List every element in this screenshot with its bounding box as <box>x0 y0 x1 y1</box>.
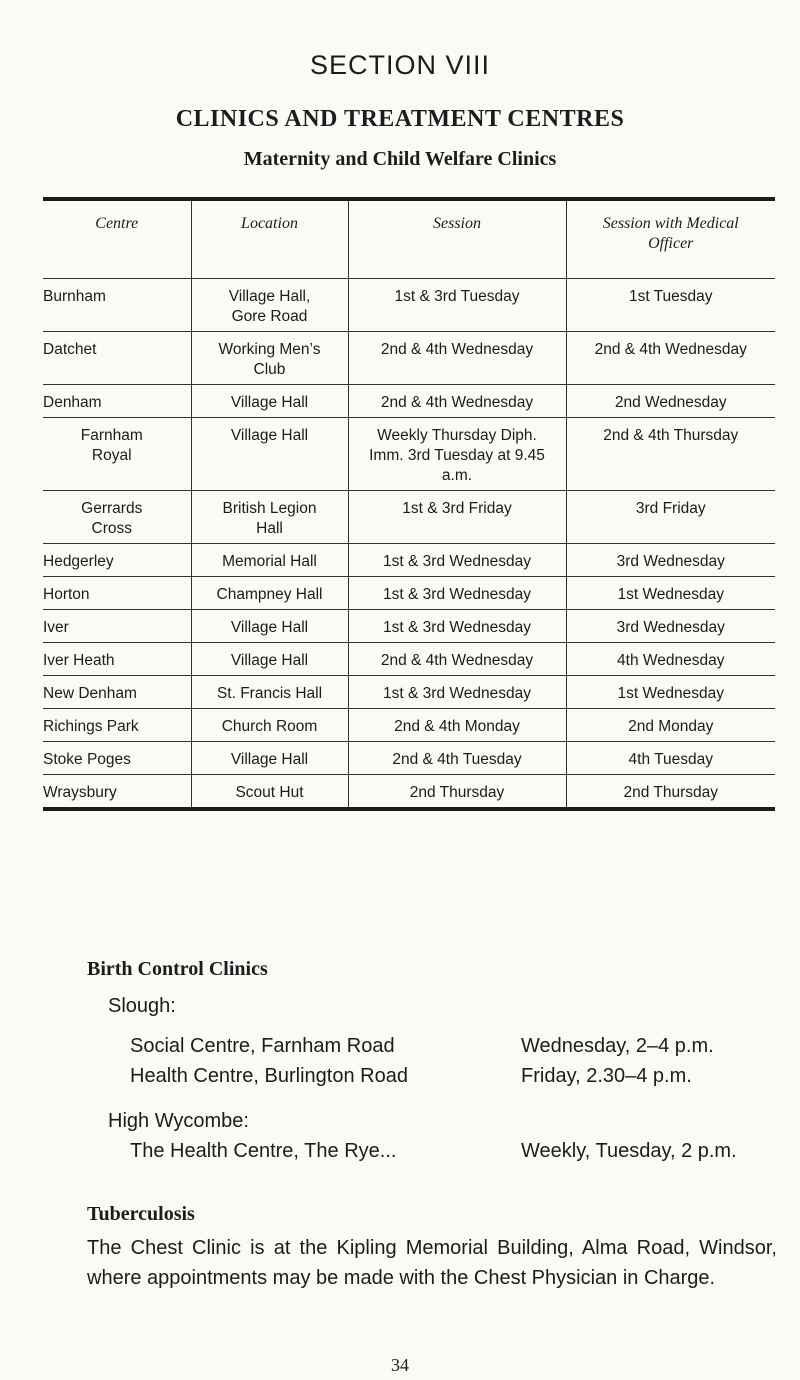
cell-medical-officer-session: 2nd Monday <box>566 709 775 742</box>
slough-clinic-1-time: Wednesday, 2–4 p.m. <box>521 1035 714 1057</box>
cell-medical-officer-session: 1st Wednesday <box>566 676 775 709</box>
table-row <box>43 332 775 385</box>
cell-location: St. Francis Hall <box>191 676 348 709</box>
cell-session: 1st & 3rd Friday <box>348 491 566 544</box>
table-row <box>43 418 775 491</box>
cell-location: Village Hall <box>191 385 348 418</box>
cell-centre: Horton <box>43 577 191 610</box>
cell-medical-officer-session: 2nd & 4th Wednesday <box>566 332 775 385</box>
table-row <box>43 610 775 643</box>
tuberculosis-heading: Tuberculosis <box>87 1203 195 1225</box>
table-row <box>43 643 775 676</box>
cell-medical-officer-session: 2nd Thursday <box>566 775 775 810</box>
table-heading: Maternity and Child Welfare Clinics <box>243 148 557 170</box>
cell-centre: Burnham <box>43 279 191 332</box>
column-header-location: Location <box>191 199 348 279</box>
cell-location: Village Hall <box>191 742 348 775</box>
table-row <box>43 676 775 709</box>
section-title: SECTION VIII <box>309 50 491 80</box>
column-header-medical-label: Session with Medical Officer <box>602 215 739 252</box>
cell-session: Weekly Thursday Diph. Imm. 3rd Tuesday at 9.45 a.m. <box>348 418 566 491</box>
table-row <box>43 491 775 544</box>
cell-medical-officer-session: 1st Wednesday <box>566 577 775 610</box>
table-row <box>43 577 775 610</box>
page-heading: CLINICS AND TREATMENT CENTRES <box>175 106 625 132</box>
cell-session: 2nd & 4th Wednesday <box>348 332 566 385</box>
cell-centre: Stoke Poges <box>43 742 191 775</box>
tuberculosis-text: The Chest Clinic is at the Kipling Memorial Building, Alma Road, Windsor, where appointments may be made with the Chest Physician in Charge. <box>87 1237 777 1289</box>
cell-location: British Legion Hall <box>191 491 348 544</box>
cell-session: 2nd Thursday <box>348 775 566 810</box>
cell-medical-officer-session: 4th Wednesday <box>566 643 775 676</box>
cell-centre: Gerrards Cross <box>43 491 191 544</box>
cell-centre: Farnham Royal <box>43 418 191 491</box>
high-wycombe-clinic-place: The Health Centre, The Rye... <box>130 1140 397 1162</box>
slough-clinic-2-place: Health Centre, Burlington Road <box>130 1065 408 1087</box>
cell-session: 1st & 3rd Tuesday <box>348 279 566 332</box>
page-number: 34 <box>391 1355 409 1375</box>
cell-session: 1st & 3rd Wednesday <box>348 577 566 610</box>
cell-session: 1st & 3rd Wednesday <box>348 544 566 577</box>
cell-centre: Hedgerley <box>43 544 191 577</box>
column-header-session: Session <box>348 199 566 279</box>
cell-centre: Wraysbury <box>43 775 191 810</box>
cell-medical-officer-session: 1st Tuesday <box>566 279 775 332</box>
cell-medical-officer-session: 2nd Wednesday <box>566 385 775 418</box>
cell-centre: Iver <box>43 610 191 643</box>
table-body <box>43 279 775 810</box>
cell-location: Village Hall, Gore Road <box>191 279 348 332</box>
cell-location: Village Hall <box>191 418 348 491</box>
high-wycombe-label: High Wycombe: <box>108 1110 249 1132</box>
cell-medical-officer-session: 3rd Wednesday <box>566 610 775 643</box>
cell-session: 2nd & 4th Tuesday <box>348 742 566 775</box>
cell-location: Village Hall <box>191 610 348 643</box>
clinics-table <box>43 197 775 811</box>
slough-clinic-2-time: Friday, 2.30–4 p.m. <box>521 1065 692 1087</box>
birth-control-heading: Birth Control Clinics <box>87 958 268 980</box>
table-row <box>43 279 775 332</box>
cell-centre: Denham <box>43 385 191 418</box>
cell-session: 2nd & 4th Wednesday <box>348 643 566 676</box>
cell-session: 1st & 3rd Wednesday <box>348 610 566 643</box>
cell-location: Village Hall <box>191 643 348 676</box>
table-row <box>43 544 775 577</box>
cell-medical-officer-session: 4th Tuesday <box>566 742 775 775</box>
table-row <box>43 775 775 810</box>
high-wycombe-clinic-time: Weekly, Tuesday, 2 p.m. <box>521 1140 737 1162</box>
table-row <box>43 742 775 775</box>
cell-location: Memorial Hall <box>191 544 348 577</box>
slough-label: Slough: <box>108 995 176 1017</box>
table-row <box>43 709 775 742</box>
cell-centre: Iver Heath <box>43 643 191 676</box>
cell-medical-officer-session: 3rd Friday <box>566 491 775 544</box>
cell-medical-officer-session: 2nd & 4th Thursday <box>566 418 775 491</box>
column-header-medical <box>566 199 775 279</box>
cell-session: 2nd & 4th Monday <box>348 709 566 742</box>
cell-location: Church Room <box>191 709 348 742</box>
cell-centre: Richings Park <box>43 709 191 742</box>
cell-location: Working Men’s Club <box>191 332 348 385</box>
cell-medical-officer-session: 3rd Wednesday <box>566 544 775 577</box>
cell-session: 1st & 3rd Wednesday <box>348 676 566 709</box>
cell-location: Scout Hut <box>191 775 348 810</box>
slough-clinic-1-place: Social Centre, Farnham Road <box>130 1035 395 1057</box>
cell-centre: Datchet <box>43 332 191 385</box>
table-row <box>43 385 775 418</box>
cell-session: 2nd & 4th Wednesday <box>348 385 566 418</box>
column-header-centre: Centre <box>43 199 191 279</box>
cell-location: Champney Hall <box>191 577 348 610</box>
cell-centre: New Denham <box>43 676 191 709</box>
table-header-row <box>43 199 775 279</box>
